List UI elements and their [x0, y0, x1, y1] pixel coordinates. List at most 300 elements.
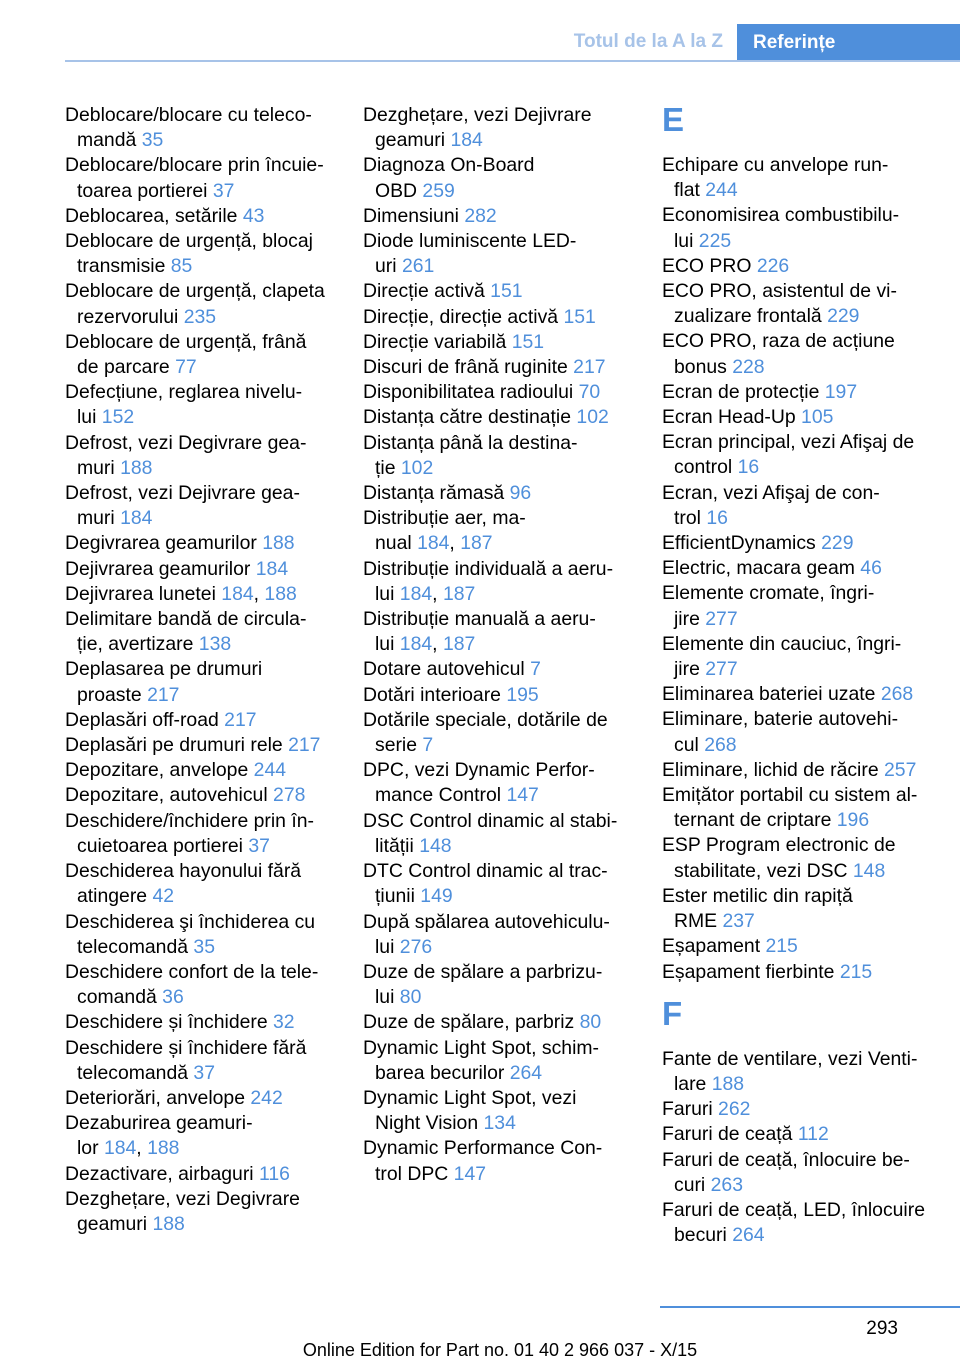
entry-text: ternant de criptare — [674, 809, 837, 832]
entry-text: flat — [674, 179, 706, 202]
index-entry — [662, 329, 942, 379]
page-reference-link[interactable]: 134 — [483, 1112, 516, 1135]
entry-text: Defrost, vezi Degivrare gea- — [65, 431, 307, 454]
page-reference-link[interactable]: 184 — [103, 1137, 137, 1160]
entry-text: ECO PRO, asistentul de vi- — [662, 280, 897, 303]
entry-text: Dezghețare, vezi Degivrare — [65, 1187, 300, 1210]
page-reference-link[interactable]: 147 — [453, 1162, 487, 1185]
page-reference-link[interactable]: 187 — [460, 532, 493, 555]
page-reference-link[interactable]: 184 — [450, 129, 483, 152]
page-reference-link[interactable]: 152 — [101, 406, 135, 429]
index-entry — [363, 431, 633, 481]
entry-text: Direcție variabilă — [363, 330, 512, 353]
entry-text: ESP Program electronic de — [662, 834, 896, 857]
entry-text: lui — [375, 986, 400, 1009]
index-entry — [65, 607, 335, 657]
page-reference-link[interactable]: 138 — [198, 633, 232, 656]
index-entry — [662, 481, 942, 531]
page-reference-link[interactable]: 184 — [255, 557, 289, 580]
entry-text: Discuri de frână ruginite — [363, 356, 574, 379]
page-reference-link[interactable]: 217 — [147, 683, 180, 706]
entry-text: Deplasarea pe drumuri — [65, 658, 263, 681]
index-entry — [65, 1010, 335, 1035]
index-entry — [662, 1047, 942, 1097]
entries-e — [662, 153, 942, 985]
entry-text: transmisie — [77, 255, 171, 278]
index-entry — [65, 557, 335, 582]
page-reference-link[interactable]: 187 — [442, 582, 476, 605]
page-reference-link[interactable]: 215 — [765, 935, 798, 958]
entry-text: trol DPC — [375, 1162, 454, 1185]
entry-text: Ecran, vezi Afişaj de con- — [662, 481, 880, 504]
page-reference-link[interactable]: 264 — [732, 1224, 765, 1247]
entry-text: jire — [674, 607, 706, 630]
entry-text: Depozitare, anvelope — [65, 759, 254, 782]
index-entry — [363, 330, 633, 355]
entry-text: Distanța către destinație — [363, 406, 577, 429]
page-reference-link[interactable]: 184 — [221, 582, 254, 605]
index-entry — [363, 657, 633, 682]
footer-divider — [660, 1306, 960, 1308]
entry-text: Eliminare, lichid de răcire — [662, 758, 884, 781]
entry-text: ție, avertizare — [77, 633, 199, 656]
index-entry — [662, 430, 942, 480]
entry-text: atingere — [77, 885, 153, 908]
entry-text: Electric, macara geam — [662, 557, 861, 580]
page-reference-link[interactable]: 217 — [224, 708, 257, 731]
page-reference-link[interactable]: 262 — [718, 1098, 751, 1121]
page-reference-link[interactable]: 16 — [737, 456, 760, 479]
index-entry — [662, 682, 942, 707]
index-entry — [65, 229, 335, 279]
index-entry — [65, 910, 335, 960]
entry-text: Distribuție individuală a aeru- — [363, 557, 614, 580]
page-reference-link[interactable]: 264 — [509, 1061, 543, 1084]
index-entry — [65, 783, 335, 808]
entry-text: Eșapament — [662, 935, 766, 958]
page-reference-link[interactable]: 215 — [839, 960, 873, 983]
entry-text: lui — [375, 935, 400, 958]
index-entry — [65, 960, 335, 1010]
page-reference-link[interactable]: 77 — [175, 356, 197, 379]
index-entry — [65, 1162, 335, 1187]
index-entry — [65, 531, 335, 556]
page-reference-link[interactable]: 242 — [250, 1086, 283, 1109]
index-entry — [65, 758, 335, 783]
entry-text: Dynamic Light Spot, schim- — [363, 1036, 600, 1059]
index-entry — [363, 279, 633, 304]
page-reference-link[interactable]: 261 — [401, 255, 435, 278]
entry-text: Economisirea combustibilu- — [662, 204, 900, 227]
entry-text: Dejivrarea lunetei — [65, 582, 222, 605]
entry-text: comandă — [77, 986, 163, 1009]
page-reference-link[interactable]: 188 — [264, 582, 297, 605]
index-entry — [65, 204, 335, 229]
page-reference-link[interactable]: 259 — [422, 179, 455, 202]
page-reference-link[interactable]: 244 — [253, 759, 287, 782]
entry-text: Faruri de ceață — [662, 1123, 798, 1146]
page-reference-link[interactable]: 112 — [797, 1123, 829, 1146]
index-entry — [363, 481, 633, 506]
entry-text: geamuri — [77, 1212, 153, 1235]
index-entry — [65, 330, 335, 380]
page-reference-link[interactable]: 151 — [490, 280, 523, 303]
index-entry — [363, 204, 633, 229]
entry-text: uri — [375, 255, 402, 278]
entry-text: Ecran Head-Up — [662, 406, 802, 429]
index-column-3 — [662, 103, 942, 1248]
page-reference-link[interactable]: 187 — [442, 633, 476, 656]
index-entry — [363, 708, 633, 758]
entry-text: Elemente cromate, îngri- — [662, 582, 875, 605]
entry-text: Eliminarea bateriei uzate — [662, 683, 881, 706]
page-reference-link[interactable]: 46 — [860, 557, 882, 580]
header-divider — [65, 60, 960, 62]
page-reference-link[interactable]: 116 — [259, 1162, 290, 1185]
entry-text: cul — [674, 733, 705, 756]
page-reference-link[interactable]: 229 — [827, 305, 860, 328]
index-entry — [662, 833, 942, 883]
index-entry — [363, 380, 633, 405]
index-entry — [363, 859, 633, 909]
index-entry — [65, 1086, 335, 1111]
index-entry — [662, 1122, 942, 1147]
entry-text: Deblocarea, setările — [65, 204, 243, 227]
entry-text: muri — [77, 507, 121, 530]
index-entry — [662, 581, 942, 631]
entry-text: Echipare cu anvelope run- — [662, 154, 889, 176]
entry-text: Distribuție aer, ma- — [363, 507, 526, 530]
page-reference-link[interactable]: 36 — [162, 986, 184, 1009]
index-entry — [662, 1148, 942, 1198]
page-reference-link[interactable]: 197 — [824, 380, 858, 403]
index-entry — [65, 859, 335, 909]
entry-text: geamuri — [375, 129, 451, 152]
index-entry — [65, 153, 335, 203]
entry-text: Night Vision — [375, 1112, 484, 1135]
index-column-2 — [363, 103, 633, 1187]
index-entry — [662, 153, 942, 203]
index-entry — [65, 279, 335, 329]
entry-text: cuietoarea portierei — [77, 834, 249, 857]
entry-text: Deblocare de urgență, frână — [65, 330, 307, 353]
page-reference-link[interactable]: 32 — [273, 1011, 295, 1034]
entry-text: RME — [674, 910, 723, 933]
page-reference-link[interactable]: 96 — [509, 482, 532, 505]
page-reference-link[interactable]: 278 — [273, 784, 306, 807]
index-entry — [65, 809, 335, 859]
page-reference-link[interactable]: 184 — [120, 507, 153, 530]
index-entry — [363, 683, 633, 708]
entry-text: Fante de ventilare, vezi Venti- — [662, 1047, 918, 1070]
index-entry — [662, 556, 942, 581]
entry-text: Deschidere și închidere fără — [65, 1036, 307, 1059]
index-entry — [363, 103, 633, 153]
edition-footer: Online Edition for Part no. 01 40 2 966 037 - X/15 — [302, 1340, 698, 1360]
entries-f — [662, 1047, 942, 1249]
page-reference-link[interactable]: 268 — [880, 683, 914, 706]
index-entry — [363, 405, 633, 430]
index-entry — [65, 733, 335, 758]
entry-text: mandă — [77, 129, 142, 152]
page-reference-link[interactable]: 80 — [399, 986, 422, 1009]
page-reference-link[interactable]: 263 — [710, 1173, 743, 1196]
entry-text: de parcare — [77, 356, 176, 379]
entry-text: telecomandă — [77, 1061, 194, 1084]
page-reference-link[interactable]: 148 — [852, 859, 886, 882]
page-reference-link[interactable]: 105 — [801, 406, 834, 429]
index-entry — [662, 380, 942, 405]
entry-text: barea becurilor — [375, 1061, 510, 1084]
entry-text: ție — [375, 456, 401, 479]
page-reference-link[interactable]: 244 — [705, 179, 738, 202]
entry-text: Diagnoza On-Board — [363, 154, 535, 177]
entry-text: Duze de spălare a parbrizu- — [363, 960, 603, 983]
page-reference-link[interactable]: 196 — [836, 809, 870, 832]
entry-text: Deschidere/închidere prin în- — [65, 809, 314, 832]
page-reference-link[interactable]: 188 — [152, 1212, 185, 1235]
entry-text: Dejivrarea geamurilor — [65, 557, 256, 580]
entry-text: jire — [674, 658, 706, 681]
page-reference-link[interactable]: 16 — [706, 506, 728, 529]
entry-text: serie — [375, 734, 423, 757]
page-reference-link[interactable]: 226 — [756, 254, 790, 277]
page-reference-link[interactable]: 85 — [170, 255, 193, 278]
page-reference-link[interactable]: 35 — [141, 129, 164, 152]
page-reference-link[interactable]: 148 — [419, 834, 452, 857]
entry-text: Faruri de ceață, înlocuire be- — [662, 1148, 910, 1171]
entry-text: trol — [674, 506, 707, 529]
entry-text: Faruri de ceață, LED, înlocuire — [662, 1198, 925, 1221]
page-reference-link[interactable]: 35 — [193, 935, 215, 958]
page-reference-link[interactable]: 188 — [120, 456, 153, 479]
entry-text: Distanța până la destina- — [363, 431, 578, 454]
index-entry — [363, 305, 633, 330]
index-entry — [662, 203, 942, 253]
index-entry — [363, 1036, 633, 1086]
entry-text: nual — [375, 532, 418, 555]
entry-text: control — [674, 456, 738, 479]
entry-text: Faruri — [662, 1098, 719, 1121]
entry-text: Dezaburirea geamuri- — [65, 1112, 253, 1135]
index-entry — [662, 531, 942, 556]
page-reference-link[interactable]: 151 — [511, 330, 545, 353]
page-reference-link[interactable]: 217 — [573, 356, 606, 379]
index-entry — [363, 153, 633, 203]
entry-text: lității — [375, 834, 420, 857]
page-reference-link[interactable]: 37 — [193, 1061, 215, 1084]
entry-text: Emițător portabil cu sistem al- — [662, 784, 918, 807]
entry-text: Defrost, vezi Dejivrare gea- — [65, 482, 300, 505]
index-entry — [65, 1036, 335, 1086]
page-number: 293 — [866, 1318, 898, 1339]
page-reference-link[interactable]: 277 — [705, 658, 738, 681]
entry-text: Dezactivare, airbaguri — [65, 1162, 259, 1185]
entry-text: Ester metilic din rapiță — [662, 884, 853, 907]
entry-text: Dotare autovehicul — [363, 658, 531, 681]
entry-text: toarea portierei — [77, 179, 213, 202]
index-entry — [65, 431, 335, 481]
entry-text: muri — [77, 456, 121, 479]
index-entry — [662, 934, 942, 959]
entry-text: Duze de spălare, parbriz — [363, 1011, 580, 1034]
index-entry — [363, 1136, 633, 1186]
page-reference-link[interactable]: 102 — [576, 406, 609, 429]
entry-text: Deblocare/blocare prin încuie- — [65, 154, 324, 177]
letter-heading-e: E — [662, 101, 685, 138]
entry-text: Deschidere confort de la tele- — [65, 960, 319, 983]
index-entry: Distribuție individuală a aeru- lui 184, 187 — [363, 557, 614, 605]
index-entry — [363, 910, 633, 960]
index-entry — [65, 657, 335, 707]
page-reference-link[interactable]: 184 — [399, 633, 433, 656]
entry-text: Disponibilitatea radioului — [363, 381, 579, 404]
page-reference-link[interactable]: 7 — [422, 734, 434, 757]
entry-text: Deschiderea hayonului fără — [65, 860, 302, 883]
entry-text: DPC, vezi Dynamic Perfor- — [363, 759, 595, 782]
chapter-tab: Referințe — [737, 24, 960, 61]
section-label: Totul de la A la Z — [573, 31, 723, 52]
entry-text: lui — [375, 633, 400, 656]
page-reference-link[interactable]: 184 — [399, 582, 433, 605]
page-reference-link[interactable]: 225 — [698, 229, 732, 252]
entry-text: Distanța rămasă — [363, 482, 510, 505]
page-reference-link[interactable]: 149 — [420, 885, 453, 908]
entry-text: Dynamic Light Spot, vezi — [363, 1086, 577, 1109]
entry-text: lui — [375, 582, 400, 605]
entry-text: Degivrarea geamurilor — [65, 532, 263, 555]
index-entry — [363, 229, 633, 279]
index-entry — [662, 758, 942, 783]
entry-text: țiunii — [375, 885, 421, 908]
page-reference-link[interactable]: 268 — [704, 733, 737, 756]
entry-text: lor — [77, 1137, 104, 1160]
index-entry — [662, 405, 942, 430]
entry-text: zualizare frontală — [674, 305, 828, 328]
entry-text: Deplasări pe drumuri rele — [65, 734, 289, 757]
entry-text: OBD — [375, 179, 423, 202]
entry-text: Delimitare bandă de circula- — [65, 608, 307, 631]
entry-text: Distribuție manuală a aeru- — [363, 608, 596, 631]
entry-text: proaste — [77, 683, 148, 706]
index-entry — [662, 1097, 942, 1122]
page-reference-link[interactable]: 229 — [821, 532, 854, 555]
letter-heading-f: F — [662, 994, 683, 1032]
page-reference-link[interactable]: 282 — [464, 204, 497, 227]
entry-text: telecomandă — [77, 935, 194, 958]
entry-text: Eliminare, baterie autovehi- — [662, 708, 899, 731]
page-reference-link[interactable]: 80 — [579, 1011, 602, 1034]
page-reference-link[interactable]: 151 — [563, 305, 596, 328]
page-reference-link[interactable]: 43 — [242, 204, 265, 227]
entry-text: bonus — [674, 355, 733, 378]
page-reference-link[interactable]: 37 — [212, 179, 235, 202]
entry-text: rezervorului — [77, 305, 184, 328]
index-entry — [662, 279, 942, 329]
index-entry — [662, 960, 942, 985]
entry-text: ECO PRO — [662, 254, 757, 277]
page-reference-link[interactable]: 147 — [506, 784, 539, 807]
entry-text: Eșapament fierbinte — [662, 960, 840, 983]
page-reference-link[interactable]: 235 — [183, 305, 217, 328]
index-entry — [363, 809, 633, 859]
page-reference-link[interactable]: 195 — [506, 683, 539, 706]
index-entry — [662, 707, 942, 757]
page-reference-link[interactable]: 228 — [732, 355, 765, 378]
index-column-1 — [65, 103, 335, 1237]
index-entry — [662, 783, 942, 833]
entry-text: Deschiderea şi închiderea cu — [65, 910, 316, 933]
index-entry: Distribuție aer, ma- nual 184, 187 — [363, 507, 526, 555]
page-reference-link[interactable]: 7 — [530, 658, 541, 681]
index-entry: Distribuție manuală a aeru- lui 184, 187 — [363, 608, 596, 656]
index-entry — [65, 1187, 335, 1237]
entry-text: ECO PRO, raza de acțiune — [662, 330, 895, 353]
page-reference-link[interactable]: 188 — [262, 532, 295, 555]
entry-text: lui — [77, 406, 102, 429]
page-reference-link[interactable]: 70 — [578, 381, 601, 404]
entry-text: Dimensiuni — [363, 204, 465, 227]
entry-text: lui — [674, 229, 699, 252]
page-reference-link[interactable]: 37 — [248, 834, 270, 857]
entry-text: Dotări interioare — [363, 683, 507, 706]
entry-text: Direcție activă — [363, 280, 491, 303]
page-reference-link[interactable]: 102 — [400, 456, 434, 479]
index-entry — [662, 1198, 942, 1248]
index-entry — [363, 355, 633, 380]
entry-text: Dezghețare, vezi Dejivrare — [363, 104, 592, 126]
index-entry — [662, 254, 942, 279]
entry-text: Direcție, direcție activă — [363, 305, 564, 328]
entry-text: După spălarea autovehiculu- — [363, 910, 610, 933]
index-entry — [363, 1010, 633, 1035]
page-reference-link[interactable]: 188 — [711, 1072, 745, 1095]
entry-text: DSC Control dinamic al stabi- — [363, 809, 618, 832]
entry-text: Deblocare de urgență, clapeta — [65, 280, 325, 303]
index-entry: Dezaburirea geamuri- lor 184, 188 — [65, 1112, 253, 1160]
entry-text: Ecran principal, vezi Afişaj de — [662, 431, 915, 454]
page-reference-link[interactable]: 277 — [705, 607, 738, 630]
entry-text: becuri — [674, 1224, 733, 1247]
index-entry — [65, 380, 335, 430]
entry-text: Deblocare de urgență, blocaj — [65, 230, 313, 253]
entry-text: curi — [674, 1173, 711, 1196]
index-entry — [65, 481, 335, 531]
entry-text: Dynamic Performance Con- — [363, 1137, 603, 1160]
page-header — [0, 0, 960, 62]
page-reference-link[interactable]: 188 — [147, 1137, 180, 1160]
page-reference-link[interactable]: 237 — [722, 910, 755, 933]
page-reference-link[interactable]: 276 — [399, 935, 433, 958]
entry-text: stabilitate, vezi DSC — [674, 859, 853, 882]
page-reference-link[interactable]: 217 — [288, 734, 321, 757]
entry-text: EfficientDynamics — [662, 532, 822, 555]
index-entry — [363, 1086, 633, 1136]
entry-text: Diode luminiscente LED- — [363, 230, 577, 253]
entry-text: Elemente din cauciuc, îngri- — [662, 632, 902, 655]
entry-text: DTC Control dinamic al trac- — [363, 860, 608, 883]
page-reference-link[interactable]: 42 — [152, 885, 175, 908]
index-entry — [662, 884, 942, 934]
index-entry — [363, 758, 633, 808]
entry-text: lare — [674, 1072, 712, 1095]
page-reference-link[interactable]: 184 — [417, 532, 450, 555]
entry-text: Deteriorări, anvelope — [65, 1086, 251, 1109]
page-reference-link[interactable]: 257 — [884, 758, 917, 781]
index-entry — [363, 960, 633, 1010]
entry-text: Ecran de protecție — [662, 380, 825, 403]
entry-text: Dotările speciale, dotările de — [363, 708, 608, 731]
